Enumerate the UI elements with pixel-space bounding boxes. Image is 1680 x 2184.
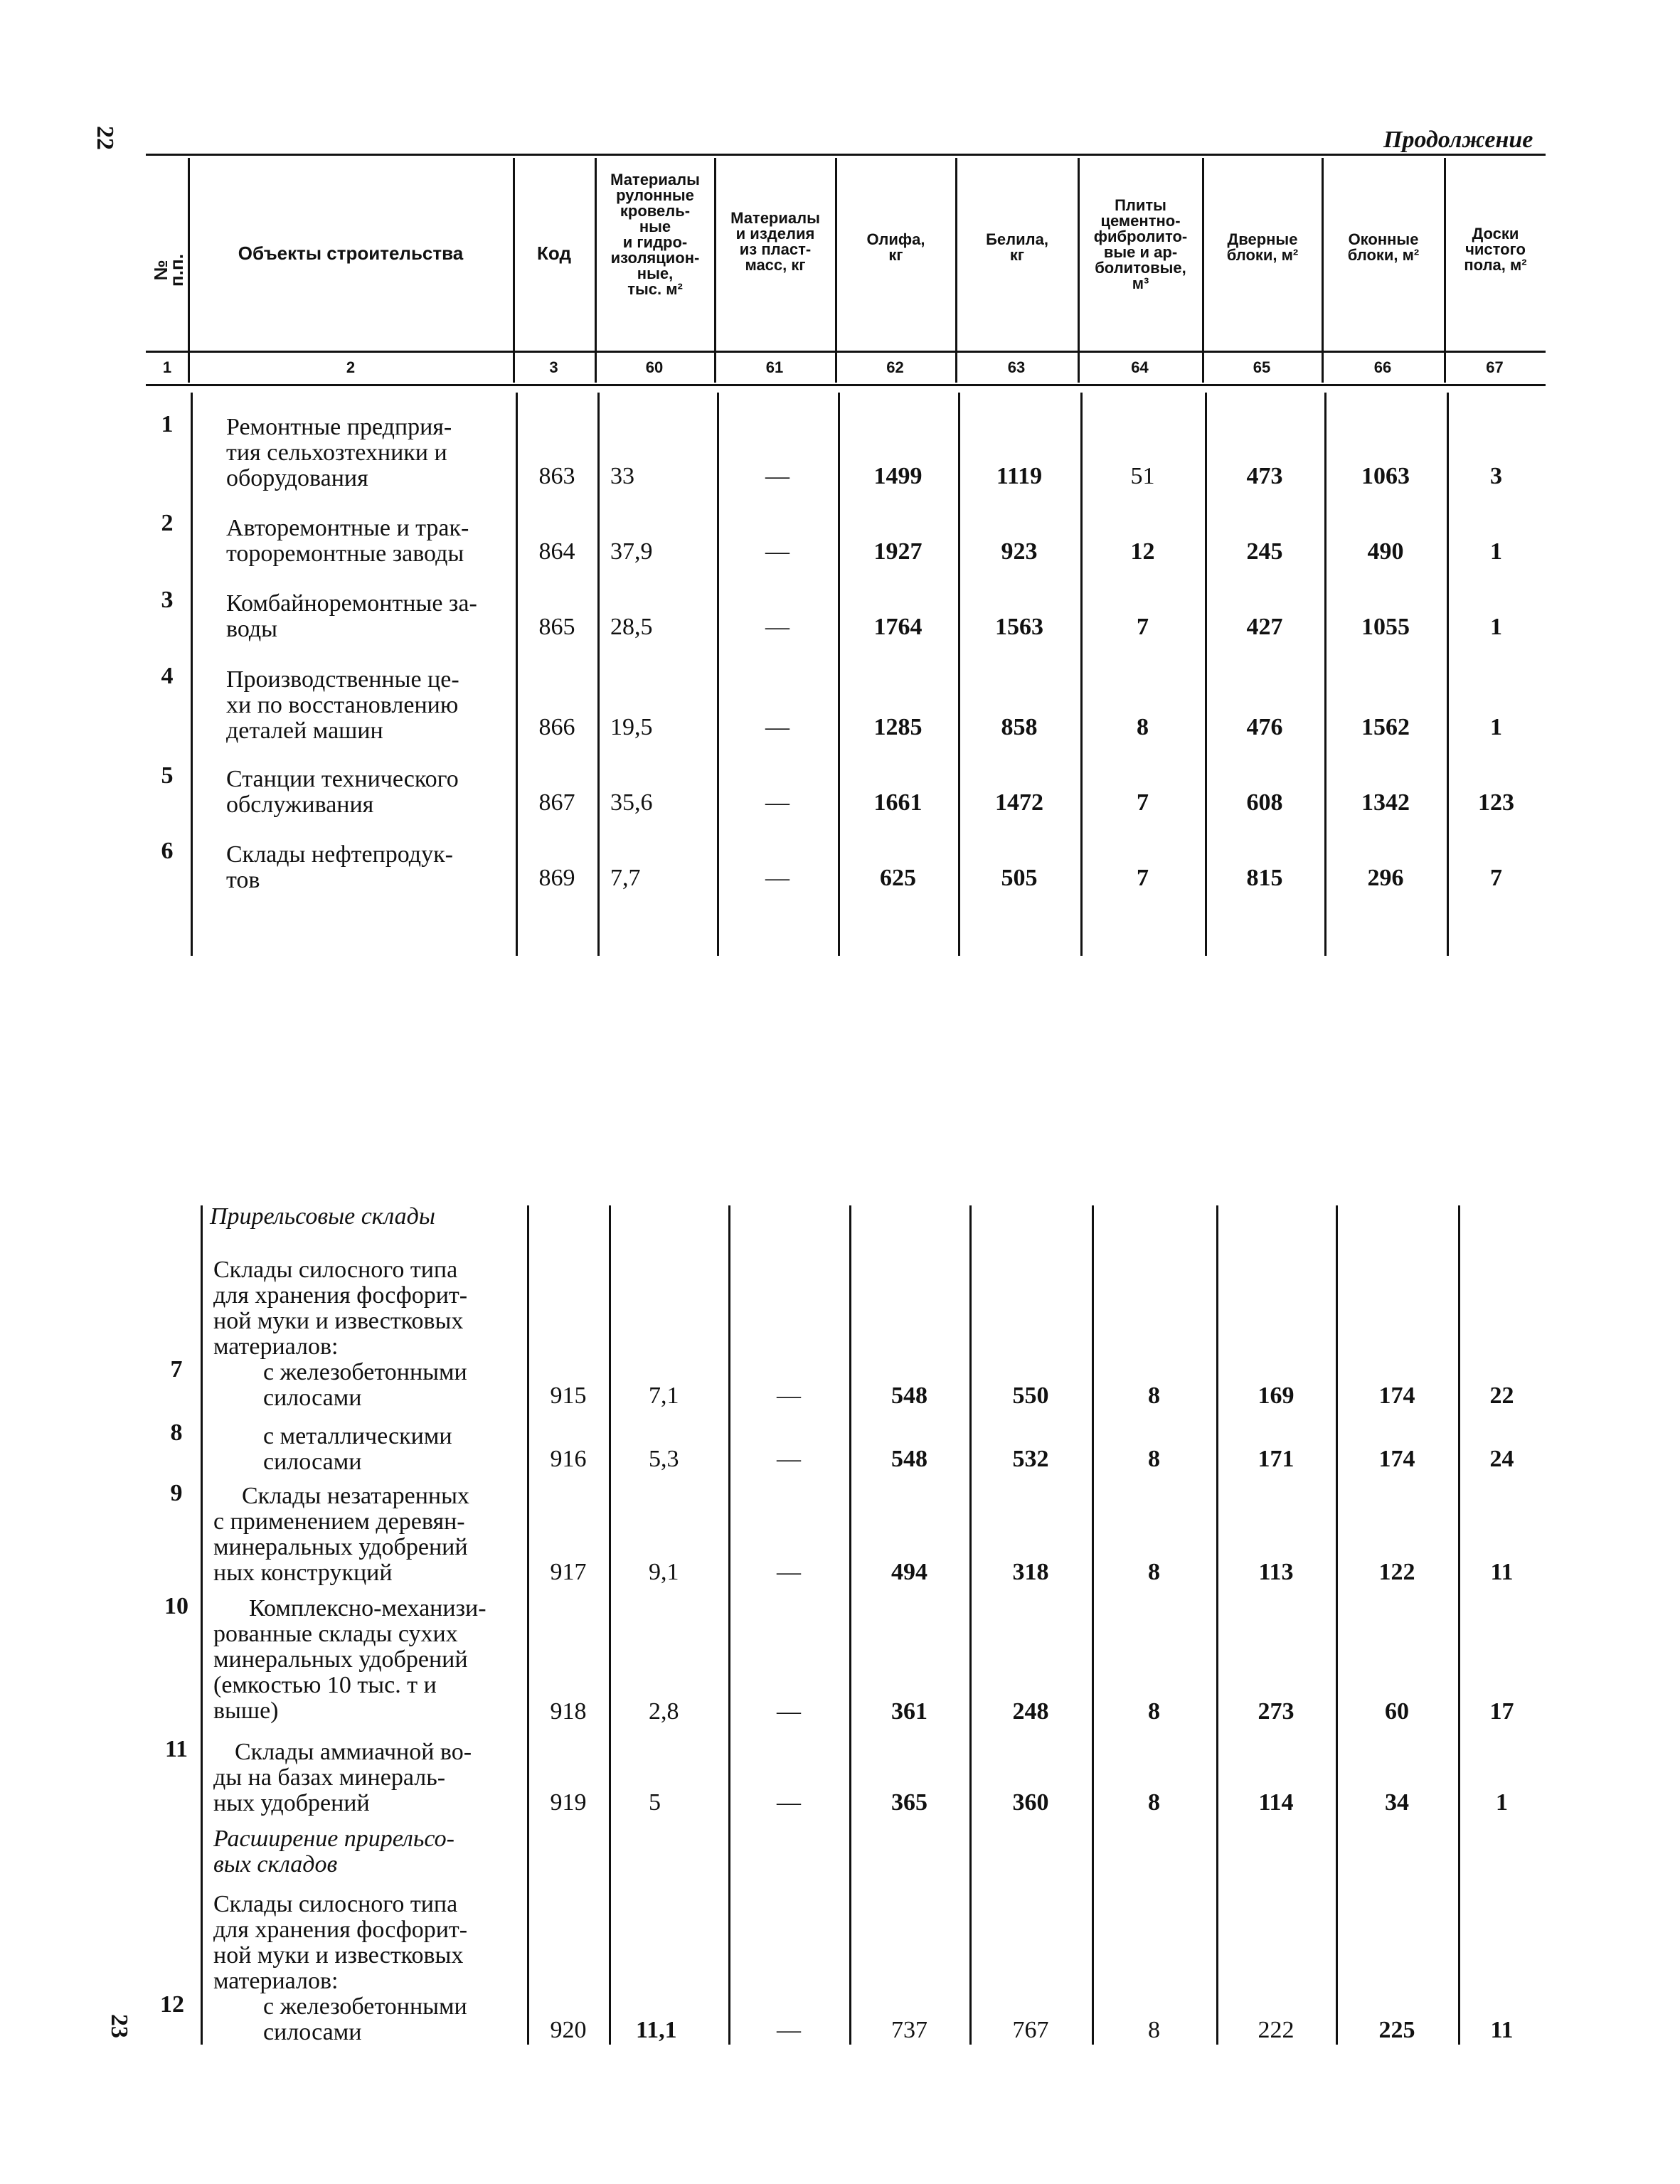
row-6-values: 869 7,7 — 625 505 7 815 296 7	[538, 865, 1502, 891]
row-1-number: 1	[161, 411, 174, 437]
row-4-values: 866 19,5 — 1285 858 8 476 1562 1	[538, 714, 1502, 740]
row-9-number: 9	[170, 1480, 183, 1506]
row-5-values: 867 35,6 — 1661 1472 7 608 1342 123	[538, 789, 1514, 816]
group-2-heading: Склады силосного типа для хранения фосфорит- ной муки и известковых материалов:	[213, 1891, 468, 1994]
header-col-63: Белила, кг	[986, 230, 1048, 264]
row-8-object: с металлическими силосами	[263, 1423, 452, 1475]
header-col-60: Материалы рулонные кровель- ные и гидро- изоляцион- ные, тыс. м²	[610, 171, 700, 298]
group-1-heading: Склады силосного типа для хранения фосфорит- ной муки и известковых материалов:	[213, 1257, 468, 1360]
section-prirelsovye: Прирельсовые склады	[210, 1203, 435, 1230]
continuation-label: Продолжение	[1383, 127, 1533, 153]
header-col-65: Дверные блоки, м²	[1226, 230, 1299, 264]
row-10-number: 10	[164, 1593, 188, 1619]
row-12-values: 920 11,1 — 737 767 8 222 225 11	[550, 2017, 1514, 2043]
section-rasshirenie: Расширение прирельсо- вых складов	[213, 1826, 454, 1877]
row-11-object: Склады аммиачной во- ды на базах минераль- ных удобрений	[213, 1739, 472, 1816]
row-9-object: Склады незатаренных с применением деревян- минеральных удобрений ных конструкций	[213, 1483, 469, 1586]
row-6-number: 6	[161, 838, 174, 864]
row-3-values: 865 28,5 — 1764 1563 7 427 1055 1	[538, 614, 1502, 640]
header-top-rule	[146, 154, 1546, 156]
row-11-values: 919 5 — 365 360 8 114 34 1	[550, 1789, 1508, 1816]
row-9-values: 917 9,1 — 494 318 8 113 122 11	[550, 1559, 1514, 1585]
page-number-bottom: 23	[106, 2014, 132, 2038]
row-11-number: 11	[164, 1736, 188, 1762]
row-5-object: Станции технического обслуживания	[226, 766, 459, 818]
row-5-number: 5	[161, 762, 174, 789]
row-7-values: 915 7,1 — 548 550 8 169 174 22	[550, 1383, 1514, 1409]
row-1-object: Ремонтные предприя- тия сельхозтехники и оборудования	[226, 414, 452, 491]
row-3-number: 3	[161, 587, 174, 613]
row-2-number: 2	[161, 510, 174, 536]
page-number-top: 22	[92, 126, 118, 150]
row-1-values: 863 33 — 1499 1119 51 473 1063 3	[538, 463, 1502, 489]
header-col-number: № п.п.	[150, 254, 187, 287]
header-col-66: Оконные блоки, м²	[1347, 230, 1420, 264]
header-col-67: Доски чистого пола, м²	[1464, 225, 1527, 274]
row-8-number: 8	[170, 1419, 183, 1446]
row-2-values: 864 37,9 — 1927 923 12 245 490 1	[538, 538, 1502, 565]
row-6-object: Склады нефтепродук- тов	[226, 841, 453, 893]
header-number-row: 1 2 3 60 61 62 63 64 65 66 67	[162, 358, 1504, 376]
row-2-object: Авторемонтные и трак- торорeмонтные заводы	[226, 515, 469, 567]
row-10-object: Комплексно-механизи- рованные склады сухих минеральных удобрений (емкостью 10 тыс. т и выше)	[213, 1595, 487, 1724]
header-bottom-rule	[146, 384, 1546, 386]
row-10-values: 918 2,8 — 361 248 8 273 60 17	[550, 1698, 1514, 1725]
row-4-object: Производственные це- хи по восстановлению деталей машин	[226, 666, 459, 744]
header-col-64: Плиты цементно- фибролито- вые и ар- болитовые, м³	[1093, 196, 1188, 292]
header-col-61: Материалы и изделия из пласт- масс, кг	[730, 209, 820, 274]
row-8-values: 916 5,3 — 548 532 8 171 174 24	[550, 1446, 1514, 1472]
row-12-object: с железобетонными силосами	[263, 1993, 467, 2045]
row-3-object: Комбайноремонтные за- воды	[226, 590, 477, 642]
header-col-62: Олифа, кг	[866, 230, 925, 264]
header-mid-rule	[146, 351, 1546, 353]
header-col-objects: Объекты строительства	[238, 243, 464, 264]
row-7-number: 7	[170, 1356, 183, 1383]
row-12-number: 12	[160, 1991, 184, 2018]
row-4-number: 4	[161, 663, 174, 689]
row-7-object: с железобетонными силосами	[263, 1359, 467, 1411]
header-col-code: Код	[537, 243, 571, 264]
